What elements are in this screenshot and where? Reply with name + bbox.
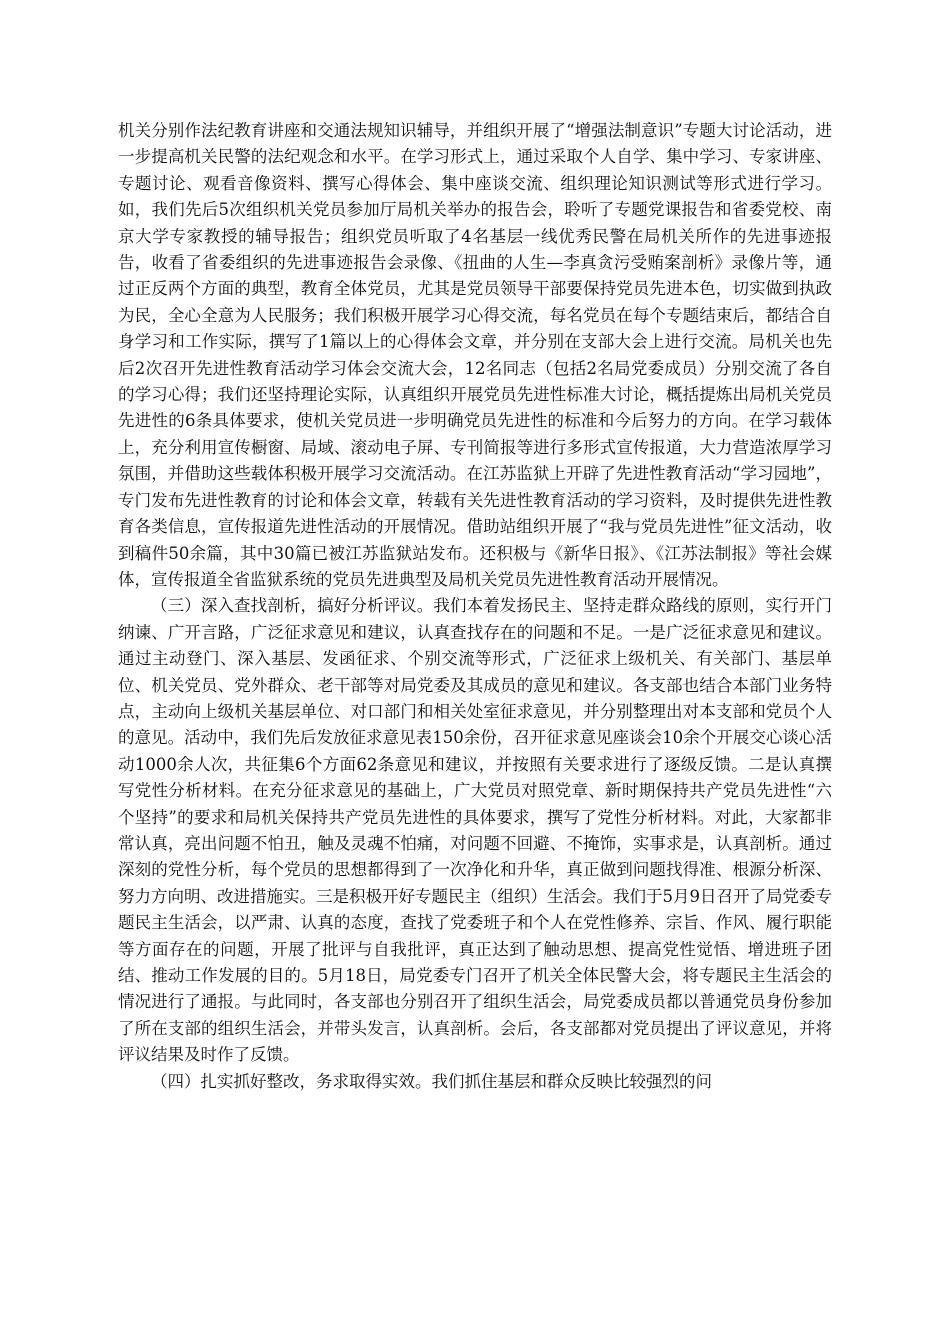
paragraph-2: （三）深入查找剖析，搞好分析评议。我们本着发扬民主、坚持走群众路线的原则，实行开门纳谏、广开言路，广泛征求意见和建议，认真查找存在的问题和不足。一是广泛征求意见和建议。通过主动登门、深入基层、发函征求、个别交流等形式，广泛征求上级机关、有关部门、基层单位、机关党员、党外群众、老干部等对局党委及其成员的意见和建议。各支部也结合本部门业务特点，主动向上级机关基层单位、对口部门和相关处室征求意见，并分别整理出对本支部和党员个人的意见。活动中，我们先后发放征求意见表150余份，召开征求意见座谈会10余个开展交心谈心活动1000余人次，共征集6个方面62条意见和建议，并按照有关要求进行了逐级反馈。二是认真撰写党性分析材料。在充分征求意见的基础上，广大党员对照党章、新时期保持共产党员先进性“六个坚持”的要求和局机关保持共产党员先进性的具体要求，撰写了党性分析材料。对此，大家都非常认真，亮出问题不怕丑，触及灵魂不怕痛，对问题不回避、不掩饰，实事求是，认真剖析。通过深刻的党性分析，每个党员的思想都得到了一次净化和升华，真正做到问题找得准、根源分析深、努力方向明、改进措施实。三是积极开好专题民主（组织）生活会。我们于5月9日召开了局党委专题民主生活会，以严肃、认真的态度，查找了党委班子和个人在党性修养、宗旨、作风、履行职能等方面存在的问题，开展了批评与自我批评，真正达到了触动思想、提高党性觉悟、增进班子团结、推动工作发展的目的。5月18日，局党委专门召开了机关全体民警大会，将专题民主生活会的情况进行了通报。与此同时，各支部也分别召开了组织生活会，局党委成员都以普通党员身份参加了所在支部的组织生活会，并带头发言，认真剖析。会后，各支部都对党员提出了评议意见，并将评议结果及时作了反馈。 — [118, 596, 832, 1065]
document-body — [118, 118, 832, 1095]
paragraph-1: 机关分别作法纪教育讲座和交通法规知识辅导，并组织开展了“增强法制意识”专题大讨论活动，进一步提高机关民警的法纪观念和水平。在学习形式上，通过采取个人自学、集中学习、专家讲座、专题讨论、观看音像资料、撰写心得体会、集中座谈交流、组织理论知识测试等形式进行学习。如，我们先后5次组织机关党员参加厅局机关举办的报告会，聆听了专题党课报告和省委党校、南京大学专家教授的辅导报告；组织党员听取了4名基层一线优秀民警在局机关所作的先进事迹报告，收看了省委组织的先进事迹报告会录像、《扭曲的人生—李真贪污受贿案剖析》录像片等，通过正反两个方面的典型，教育全体党员，尤其是党员领导干部要保持党员先进本色，切实做到执政为民，全心全意为人民服务；我们积极开展学习心得交流，每名党员在每个专题结束后，都结合自身学习和工作实际，撰写了1篇以上的心得体会文章，并分别在支部大会上进行交流。局机关也先后2次召开先进性教育活动学习体会交流大会，12名同志（包括2名局党委成员）分别交流了各自的学习心得；我们还坚持理论实际，认真组织开展党员先进性标准大讨论，概括提炼出局机关党员先进性的6条具体要求，使机关党员进一步明确党员先进性的标准和今后努力的方向。在学习载体上，充分利用宣传橱窗、局域、滚动电子屏、专刊简报等进行多形式宣传报道，大力营造浓厚学习氛围，并借助这些载体积极开展学习交流活动。在江苏监狱上开辟了先进性教育活动“学习园地”，专门发布先进性教育的讨论和体会文章，转载有关先进性教育活动的学习资料，及时提供先进性教育各类信息，宣传报道先进性活动的开展情况。借助站组织开展了“我与党员先进性”征文活动，收到稿件50余篇，其中30篇已被江苏监狱站发布。还积极与《新华日报》、《江苏法制报》等社会媒体，宣传报道全省监狱系统的党员先进典型及局机关党员先进性教育活动开展情况。 — [118, 121, 832, 589]
paragraph-3: （四）扎实抓好整改，务求取得实效。我们抓住基层和群众反映比较强烈的问 — [151, 1071, 712, 1091]
